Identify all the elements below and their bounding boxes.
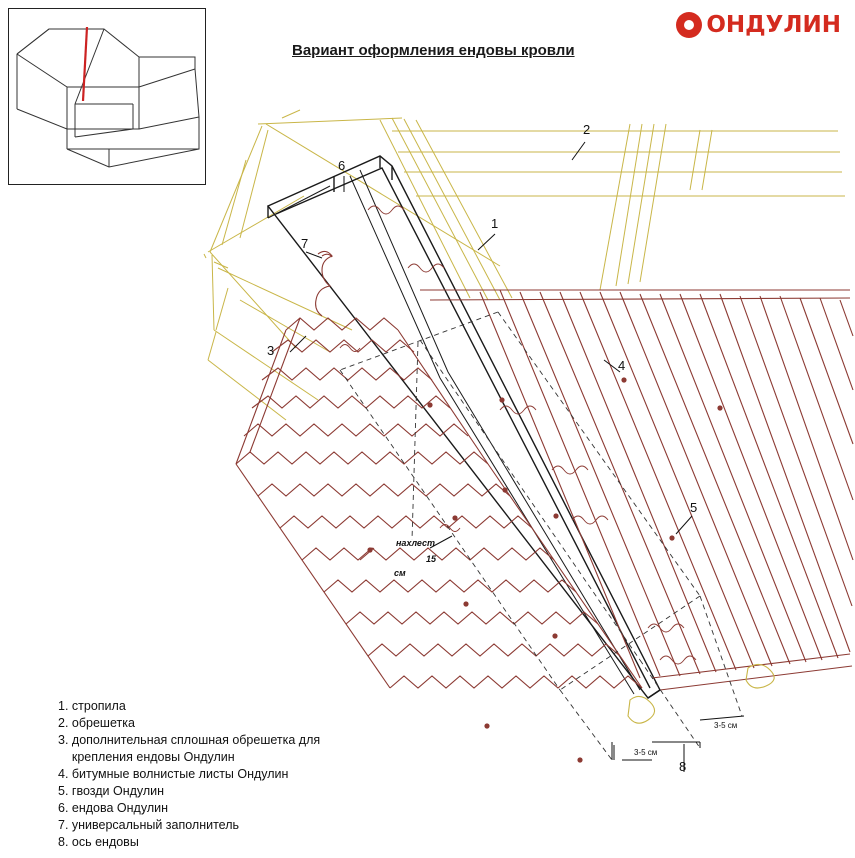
- legend-item-3-cont: крепления ендовы Ондулин: [58, 750, 235, 764]
- legend-item-6: 6. ендова Ондулин: [58, 801, 168, 815]
- callout-3: 3: [267, 343, 275, 358]
- overlap-unit: см: [394, 568, 406, 578]
- filler-bottom-right: [628, 664, 774, 723]
- overlap-value: 15: [426, 554, 437, 564]
- legend-item-8: 8. ось ендовы: [58, 835, 139, 849]
- onduline-sheets-left: [236, 318, 642, 688]
- axis-lines: [340, 312, 742, 760]
- dimension-right: 3-5 см: [714, 721, 738, 730]
- legend: [58, 698, 320, 851]
- legend-item-7: 7. универсальный заполнитель: [58, 818, 240, 832]
- legend-item-1: 1. стропила: [58, 699, 126, 713]
- callout-6: 6: [338, 158, 346, 173]
- onduline-sheets-right: [420, 290, 853, 690]
- callout-8: 8: [679, 759, 687, 774]
- wave-marks: [340, 206, 696, 664]
- legend-item-4: 4. битумные волнистые листы Ондулин: [58, 767, 289, 781]
- universal-filler-icon: [316, 251, 332, 316]
- page-title: Вариант оформления ендовы кровли: [292, 42, 575, 59]
- legend-item-3: 3. дополнительная сплошная обрешетка для: [58, 733, 321, 747]
- legend-item-2: 2. обрешетка: [58, 716, 135, 730]
- legend-item-5: 5. гвозди Ондулин: [58, 784, 165, 798]
- dimension-left: 3-5 см: [634, 748, 658, 757]
- callout-2: 2: [583, 122, 591, 137]
- callout-4: 4: [618, 358, 626, 373]
- callout-5: 5: [690, 500, 698, 515]
- callout-7: 7: [301, 236, 309, 251]
- overlap-label: нахлест: [396, 538, 436, 548]
- brand-name: ОНДУЛИН: [706, 12, 841, 38]
- nails-group: [367, 377, 722, 762]
- callout-1: 1: [491, 216, 499, 231]
- valley-flashing: [268, 156, 660, 698]
